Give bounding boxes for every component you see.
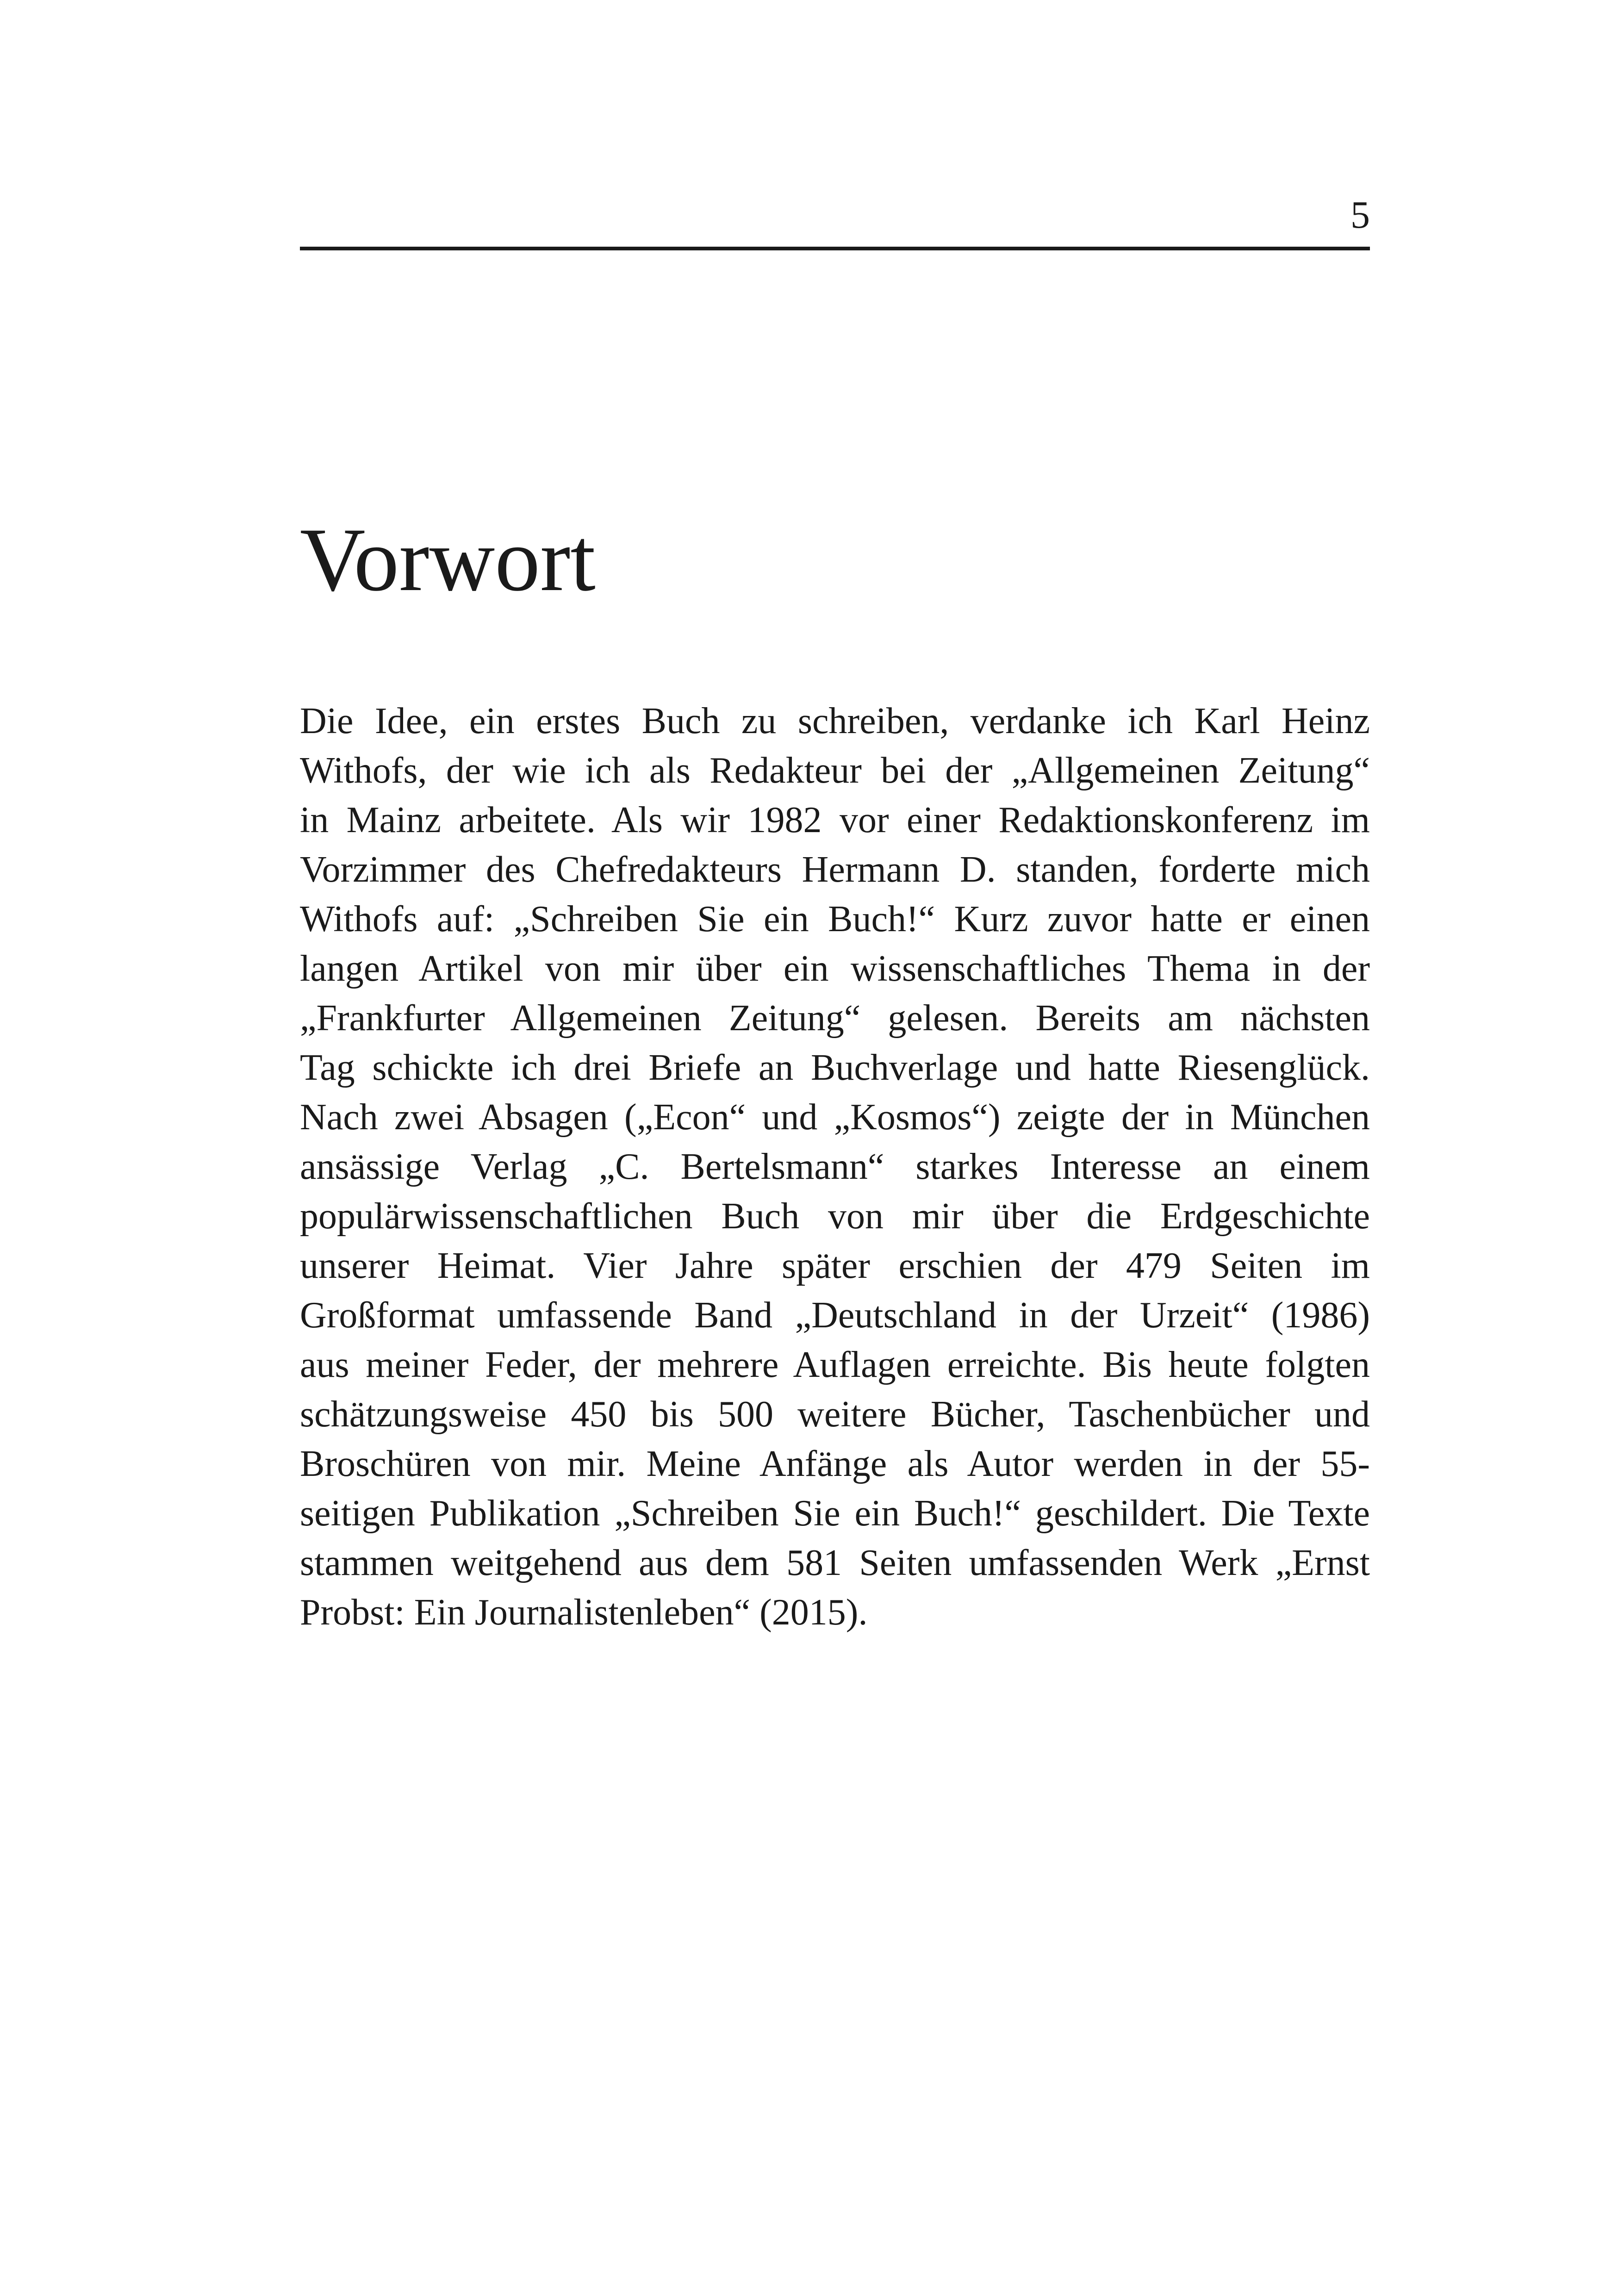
text-line: Withofs, der wie ich als Redakteur bei der „Allgemeinen Zeitung“ [300,750,1370,791]
text-line: Nach zwei Absagen („Econ“ und „Kosmos“) zeigte der in München [300,1097,1370,1138]
text-line: in Mainz arbeitete. Als wir 1982 vor einer Redaktionskonferenz im [300,800,1370,840]
text-line: Großformat umfassende Band „Deutschland in der Urzeit“ (1986) [300,1295,1370,1336]
text-line: Vorzimmer des Chefredakteurs Hermann D. standen, forderte mich [300,849,1370,890]
text-line: unserer Heimat. Vier Jahre später erschien der 479 Seiten im [300,1245,1370,1286]
text-line: populärwissenschaftlichen Buch von mir über die Erdgeschichte [300,1196,1370,1237]
text-line: Die Idee, ein erstes Buch zu schreiben, verdanke ich Karl Heinz [300,701,1370,741]
text-line: Withofs auf: „Schreiben Sie ein Buch!“ Kurz zuvor hatte er einen [300,899,1370,940]
text-line: Broschüren von mir. Meine Anfänge als Autor werden in der 55- [300,1444,1370,1484]
chapter-title: Vorwort [300,510,596,610]
text-line: seitigen Publikation „Schreiben Sie ein Buch!“ geschildert. Die Texte [300,1493,1370,1534]
body-paragraph [300,697,1370,1637]
header-rule [300,247,1370,250]
page-number: 5 [1350,193,1370,236]
text-line: Probst: Ein Journalistenleben“ (2015). [300,1592,868,1633]
text-line: schätzungsweise 450 bis 500 weitere Bücher, Taschenbücher und [300,1394,1370,1435]
text-line: Tag schickte ich drei Briefe an Buchverlage und hatte Riesenglück. [300,1047,1370,1088]
text-line: stammen weitgehend aus dem 581 Seiten umfassenden Werk „Ernst [300,1543,1370,1583]
text-line: langen Artikel von mir über ein wissenschaftliches Thema in der [300,948,1370,989]
text-line: aus meiner Feder, der mehrere Auflagen erreichte. Bis heute folgten [300,1344,1370,1385]
text-line: „Frankfurter Allgemeinen Zeitung“ gelesen. Bereits am nächsten [300,998,1370,1039]
text-line: ansässige Verlag „C. Bertelsmann“ starkes Interesse an einem [300,1146,1370,1187]
